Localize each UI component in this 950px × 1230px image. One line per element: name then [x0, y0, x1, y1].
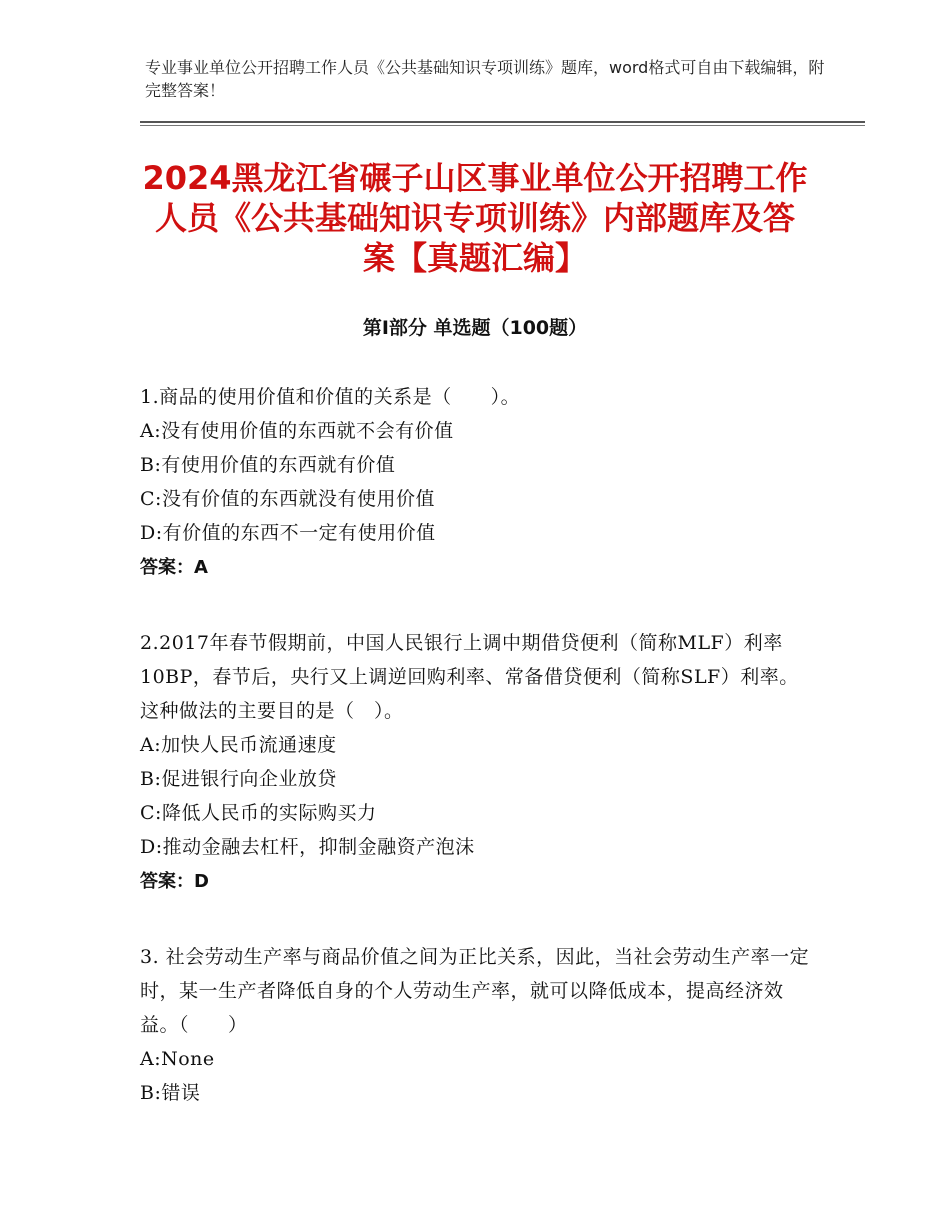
question-stem: 3. 社会劳动生产率与商品价值之间为正比关系，因此，当社会劳动生产率一定时，某一生产者降低自身的个人劳动生产率，就可以降低成本，提高经济效益。（ ）	[140, 946, 810, 1036]
question-stem: 2.2017年春节假期前，中国人民银行上调中期借贷便利（简称MLF）利率10BP，春节后，央行又上调逆回购利率、常备借贷便利（简称SLF）利率。这种做法的主要目的是（ ）。	[140, 632, 799, 722]
answer-label: 答案：D	[140, 871, 209, 892]
option-b: B:促进银行向企业放贷	[140, 768, 337, 790]
section-heading: 第Ⅰ部分 单选题（100题）	[362, 317, 588, 339]
header-note: 专业事业单位公开招聘工作人员《公共基础知识专项训练》题库，word格式可自由下载编辑，附完整答案！	[145, 58, 825, 100]
option-d: D:有价值的东西不一定有使用价值	[140, 522, 436, 544]
option-c: C:没有价值的东西就没有使用价值	[140, 488, 435, 510]
answer-label: 答案：A	[140, 557, 208, 578]
question-2	[140, 626, 810, 900]
option-d: D:推动金融去杠杆，抑制金融资产泡沫	[140, 836, 475, 858]
document-title: 2024黑龙江省碾子山区事业单位公开招聘工作人员《公共基础知识专项训练》内部题库及答案【真题汇编】	[142, 159, 808, 277]
option-c: C:降低人民币的实际购买力	[140, 802, 377, 824]
question-3	[140, 940, 810, 1110]
option-b: B:错误	[140, 1082, 201, 1104]
option-a: A:没有使用价值的东西就不会有价值	[140, 420, 454, 442]
header-divider-thin	[140, 125, 865, 126]
option-a: A:None	[140, 1048, 215, 1070]
question-list	[140, 380, 810, 1150]
option-a: A:加快人民币流通速度	[140, 734, 337, 756]
header-divider-thick	[140, 121, 865, 123]
question-1	[140, 380, 810, 586]
option-b: B:有使用价值的东西就有价值	[140, 454, 396, 476]
question-stem: 1.商品的使用价值和价值的关系是（ ）。	[140, 386, 521, 408]
